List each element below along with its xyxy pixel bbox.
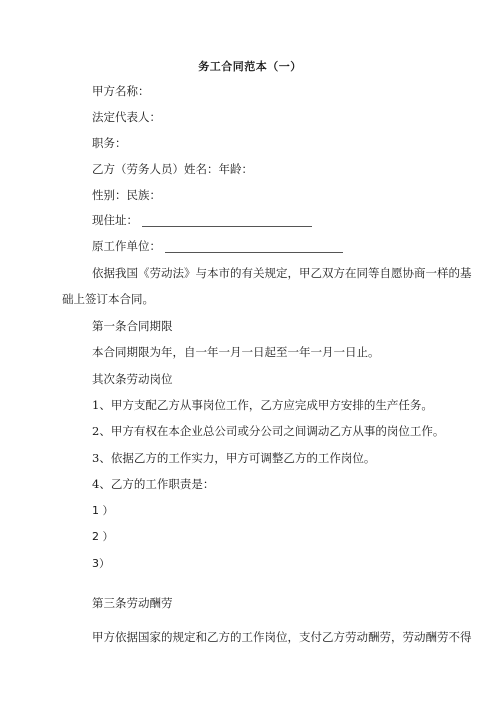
list-item: 1、甲方支配乙方从事岗位工作，乙方应完成甲方安排的生产任务。: [92, 398, 433, 412]
list-item: 2、甲方有权在本企业总公司或分公司之间调动乙方从事的岗位工作。: [92, 424, 445, 438]
former-employer-blank: [165, 240, 343, 253]
document-title: 务工合同范本（一）: [198, 60, 302, 73]
article-3-heading: 第三条劳动酬劳: [92, 596, 173, 610]
article-1-heading: 第一条合同期限: [92, 319, 173, 333]
legal-representative-line: 法定代表人：: [92, 110, 161, 124]
gender-ethnicity-line: 性别：民族：: [92, 188, 161, 202]
sub-item: 2 ）: [92, 530, 114, 543]
address-blank: [142, 214, 312, 227]
party-a-name-line: 甲方名称：: [92, 84, 150, 98]
sub-item: 1 ）: [92, 504, 114, 517]
sub-item: 3）: [92, 557, 110, 570]
party-b-line: 乙方（劳务人员）姓名：年龄：: [92, 162, 253, 176]
address-line: [92, 213, 312, 227]
article-3-text: 甲方依据国家的规定和乙方的工作岗位，支付乙方劳动酬劳，劳动酬劳不得: [92, 630, 472, 644]
basis-paragraph-line-2: 础上签订本合同。: [62, 292, 154, 306]
list-item: 3、依据乙方的工作实力，甲方可调整乙方的工作岗位。: [92, 451, 376, 465]
former-employer-label: 原工作单位：: [92, 239, 161, 253]
position-line: 职务：: [92, 136, 127, 150]
former-employer-line: [92, 239, 343, 253]
article-2-heading: 其次条劳动岗位: [92, 372, 173, 386]
basis-paragraph-line-1: 依据我国《劳动法》与本市的有关规定，甲乙双方在同等自愿协商一样的基: [92, 266, 472, 280]
article-1-text: 本合同期限为年，自一年一月一日起至一年一月一日止。: [92, 345, 380, 359]
list-item: 4、乙方的工作职责是：: [92, 477, 215, 491]
address-label: 现住址：: [92, 213, 138, 227]
